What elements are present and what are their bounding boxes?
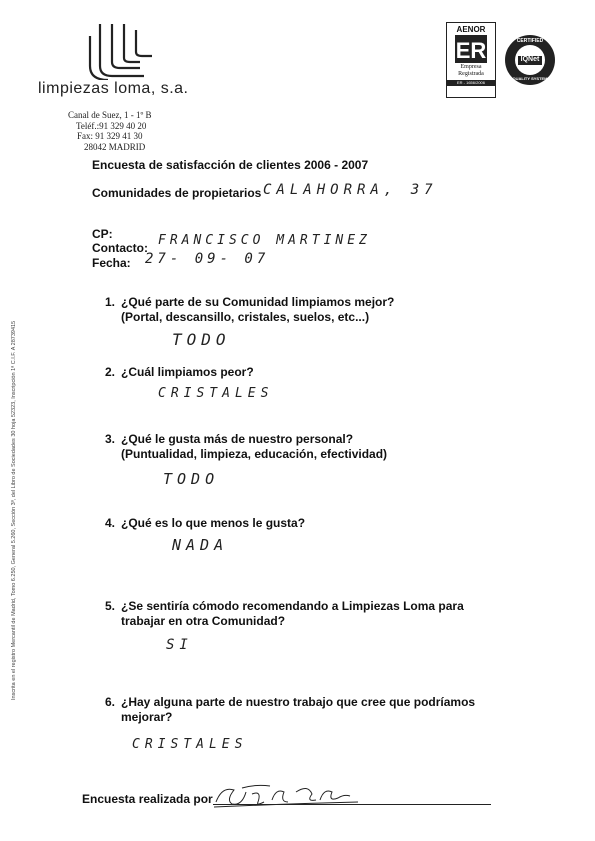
company-address: [68, 110, 152, 152]
form-title: Encuesta de satisfacción de clientes 2006 - 2007: [92, 158, 369, 172]
answer-3: TODO: [163, 470, 220, 488]
question-4: [105, 516, 305, 531]
question-1: [105, 295, 394, 325]
question-subtext: trabajar en otra Comunidad?: [121, 614, 286, 628]
fecha-label: Fecha:: [92, 256, 131, 270]
question-6: [105, 695, 475, 725]
registry-side-text: Inscrita en el registro Mercantil de Madrid, Tomo 6.250, General 5.260, Sección 3ª, del Libro de Sociedades 30 hoja 52323, Inscripción 1ª C.I.F. A 28739415: [11, 320, 17, 700]
question-text: ¿Se sentiría cómodo recomendando a Limpiezas Loma para: [121, 599, 464, 613]
comunidades-value: CALAHORRA, 37: [263, 182, 438, 198]
signature: [212, 780, 362, 810]
answer-2: CRISTALES: [158, 386, 274, 401]
svg-text:ER: ER: [455, 38, 487, 63]
address-line: Teléf.:91 329 40 20: [76, 120, 147, 131]
question-subtext: (Puntualidad, limpieza, educación, efectividad): [121, 447, 388, 461]
aenor-code: ER - 1656/2006: [447, 80, 495, 86]
er-mark-icon: [447, 34, 495, 64]
aenor-sub1: Empresa: [460, 64, 482, 70]
address-line: Canal de Suez, 1 - 1º B: [68, 110, 152, 120]
answer-5: SI: [166, 637, 193, 653]
comunidades-label: Comunidades de propietarios: [92, 186, 262, 200]
answer-4: NADA: [172, 536, 229, 554]
question-number: 3.: [105, 432, 116, 446]
contacto-label: Contacto:: [92, 241, 148, 255]
iqnet-seal: [504, 34, 556, 86]
question-5: [105, 599, 464, 629]
question-text: ¿Hay alguna parte de nuestro trabajo que cree que podríamos: [121, 695, 476, 709]
iqnet-top: CERTIFIED: [516, 38, 544, 44]
company-name: limpiezas loma, s.a.: [38, 80, 189, 97]
address-line: 28042 MADRID: [84, 141, 146, 152]
question-number: 4.: [105, 516, 116, 530]
question-3: [105, 432, 387, 462]
question-number: 1.: [105, 295, 116, 309]
question-text: ¿Qué le gusta más de nuestro personal?: [121, 432, 354, 446]
aenor-seal: [446, 22, 496, 98]
question-number: 2.: [105, 365, 116, 379]
question-2: [105, 365, 254, 380]
question-text: ¿Qué parte de su Comunidad limpiamos mejor?: [121, 295, 395, 309]
question-text: ¿Qué es lo que menos le gusta?: [121, 516, 306, 530]
question-number: 5.: [105, 599, 116, 613]
question-text: ¿Cuál limpiamos peor?: [121, 365, 254, 379]
aenor-sub2: Registrada: [458, 71, 484, 77]
question-subtext: mejorar?: [121, 710, 173, 724]
iqnet-mid: IQNet: [520, 56, 540, 63]
footer-label: Encuesta realizada por: [82, 792, 213, 806]
contacto-value: FRANCISCO MARTINEZ: [158, 233, 371, 248]
cp-label: CP:: [92, 227, 113, 241]
address-line: Fax: 91 329 41 30: [77, 131, 143, 141]
answer-1: TODO: [172, 330, 231, 349]
question-number: 6.: [105, 695, 116, 709]
company-logo: [82, 22, 160, 80]
iqnet-bottom: QUALITY SYSTEM: [512, 76, 548, 81]
handwritten-signature-icon: [212, 780, 362, 810]
question-subtext: (Portal, descansillo, cristales, suelos, etc...): [121, 310, 370, 324]
fecha-value: 27- 09- 07: [145, 251, 270, 267]
answer-6: CRISTALES: [132, 737, 248, 752]
company-logo-icon: [82, 22, 160, 80]
aenor-label: AENOR: [456, 25, 486, 34]
